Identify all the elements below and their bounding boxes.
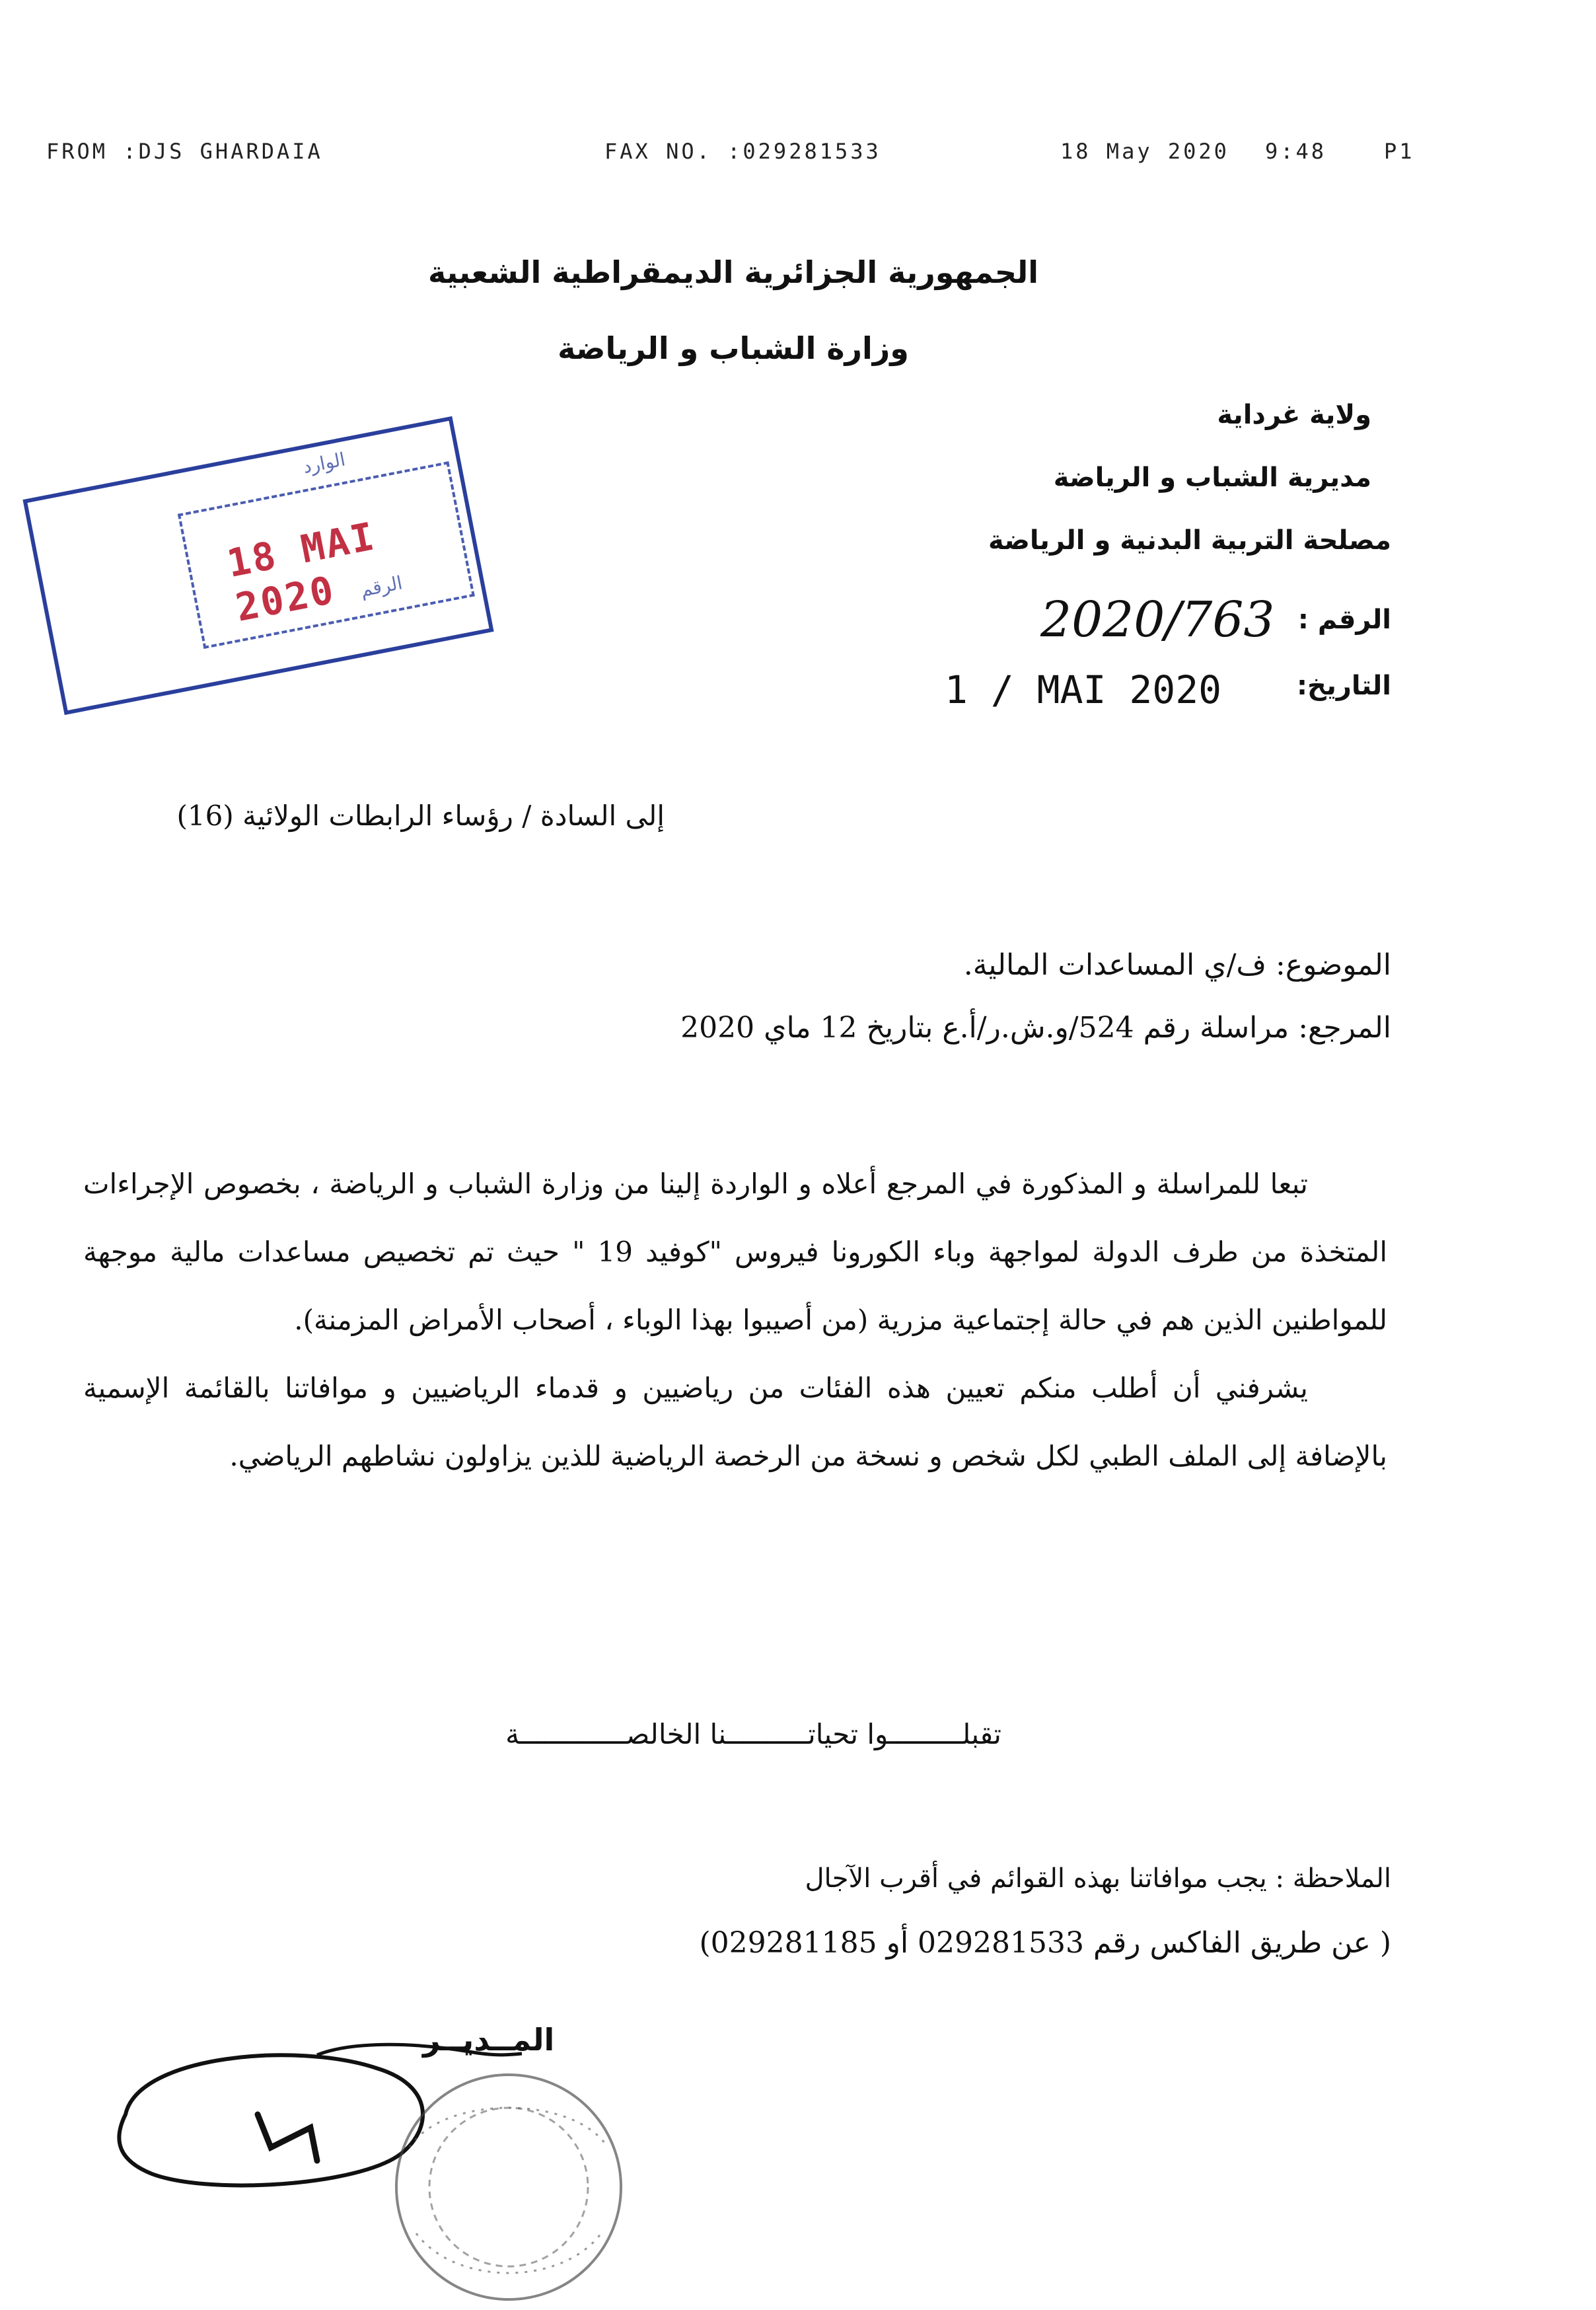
- fax-number: FAX NO. :029281533: [604, 139, 881, 164]
- stamp-number-label: الرقم: [358, 572, 404, 601]
- fax-from: FROM :DJS GHARDAIA: [46, 139, 323, 164]
- seal-inner-ring: [429, 2108, 588, 2266]
- service-label: مصلحة التربية البدنية و الرياضة: [988, 525, 1391, 556]
- recipient-line: إلى السادة / رؤساء الرابطات الولائية (16): [176, 800, 665, 832]
- signature-graphic: [99, 2015, 694, 2306]
- directorate-label: مديرية الشباب و الرياضة: [1053, 463, 1371, 493]
- note-line-1: الملاحظة : يجب موافاتنا بهذه القوائم في أقرب الآجال: [805, 1863, 1391, 1894]
- signature-loop: [119, 2055, 423, 2185]
- reference-date: 1 / MAI 2020: [945, 667, 1222, 712]
- stamp-date: 18 MAI 2020: [223, 513, 380, 630]
- date-label: التاريخ:: [1297, 671, 1391, 701]
- note-line-2: ( عن طريق الفاكس رقم 029281533 أو 029281185): [699, 1926, 1391, 1960]
- closing-line: تقبلـــــــــوا تحياتــــــــــنا الخالصـــــــــــــة: [505, 1718, 1001, 1750]
- received-stamp: [22, 416, 493, 715]
- body-paragraph-2: يشرفني أن أطلب منكم تعيين هذه الفئات من رياضيين و قدماء الرياضيين و موافاتنا بالقائمة الإسمية بالإضافة إلى الملف الطبي لكل شخص و نسخة من الرخصة الرياضية للذين يزاولون نشاطهم الرياضي.: [83, 1372, 1387, 1472]
- subject-line: الموضوع: ف/ي المساعدات المالية.: [963, 948, 1391, 982]
- body-paragraph-1: تبعا للمراسلة و المذكورة في المرجع أعلاه و الواردة إلينا من وزارة الشباب و الرياضة ، بخصوص الإجراءات المتخذة من طرف الدولة لمواجهة وباء الكورونا فيروس "كوفيد 19 " حيث تم تخصيص مساعدات مالية موجهة للمواطنين الذين هم في حالة إجتماعية مزرية (من أصيبوا بهذا الوباء ، أصحاب الأمراض المزمنة).: [83, 1168, 1387, 1336]
- wilaya-label: ولاية غرداية: [1217, 400, 1371, 430]
- seal-text-arc: [410, 2108, 608, 2147]
- director-title: المــديــر: [423, 2022, 555, 2058]
- signature-underline: [317, 2044, 522, 2055]
- letter-body: [83, 1150, 1387, 1490]
- reference-line: المرجع: مراسلة رقم 524/و.ش.ر/أ.ع بتاريخ 12 ماي 2020: [680, 1011, 1391, 1045]
- stamp-received-label: الوارد: [301, 448, 347, 478]
- number-label: الرقم :: [1297, 605, 1391, 635]
- ministry-heading: وزارة الشباب و الرياضة: [558, 330, 909, 366]
- fax-time: 9:48: [1265, 139, 1327, 164]
- republic-heading: الجمهورية الجزائرية الديمقراطية الشعبية: [427, 254, 1039, 290]
- reference-number: 2020/763: [1040, 591, 1275, 648]
- fax-date: 18 May 2020: [1060, 139, 1229, 164]
- fax-page: P1: [1384, 139, 1415, 164]
- signature-stroke: [258, 2114, 317, 2161]
